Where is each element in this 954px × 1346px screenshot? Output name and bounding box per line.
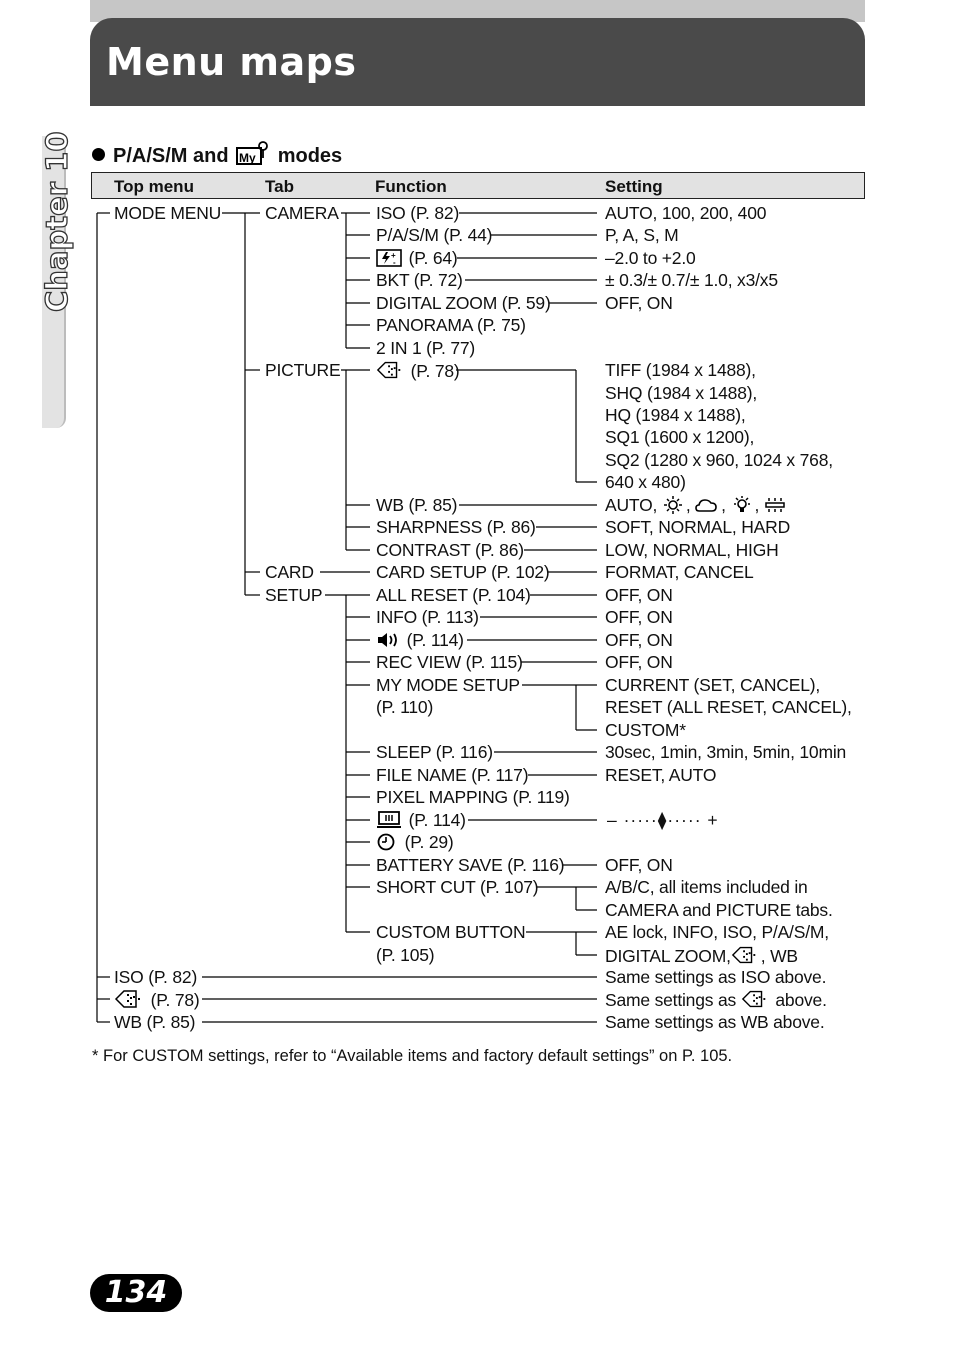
setting-quality-line: SHQ (1984 x 1488), xyxy=(605,383,758,403)
setting-flash-comp: –2.0 to +2.0 xyxy=(605,248,696,268)
function-custom-button: CUSTOM BUTTON xyxy=(376,922,526,942)
svg-text:-: - xyxy=(393,258,396,267)
image-quality-icon xyxy=(114,989,144,1009)
monitor-brightness-icon xyxy=(376,811,402,829)
function-info: INFO (P. 113) xyxy=(376,607,479,627)
setting-file-name: RESET, AUTO xyxy=(605,765,717,785)
function-my-mode-setup: MY MODE SETUP xyxy=(376,675,520,695)
setting-custom-button-line: AE lock, INFO, ISO, P/A/S/M, xyxy=(605,922,829,942)
function-iso: ISO (P. 82) xyxy=(376,203,460,223)
chapter-label: Chapter 10 xyxy=(40,131,74,312)
function-quality-row xyxy=(376,360,460,381)
setting-custom-button-a: DIGITAL ZOOM, xyxy=(605,946,731,966)
function-contrast: CONTRAST (P. 86) xyxy=(376,540,524,560)
section-prefix: P/A/S/M and xyxy=(113,145,229,167)
footnote: * For CUSTOM settings, refer to “Available items and factory default settings” on P. 105. xyxy=(92,1047,733,1065)
page-number: 134 xyxy=(90,1274,182,1312)
setting-wb-row: AUTO, , , , xyxy=(605,495,788,515)
setting-rec-view: OFF, ON xyxy=(605,652,673,672)
function-clock: (P. 29) xyxy=(404,832,454,852)
function-monitor-row xyxy=(376,810,466,830)
setting-my-mode-line: CUSTOM* xyxy=(605,720,686,740)
function-pixel-mapping: PIXEL MAPPING (P. 119) xyxy=(376,787,570,807)
tab-picture: PICTURE xyxy=(265,360,341,380)
function-my-mode-setup-page: (P. 110) xyxy=(376,697,434,717)
function-file-name: FILE NAME (P. 117) xyxy=(376,765,529,785)
setting-sharpness: SOFT, NORMAL, HARD xyxy=(605,517,791,537)
speaker-icon xyxy=(376,631,400,649)
setting-card-setup: FORMAT, CANCEL xyxy=(605,562,754,582)
sunny-icon xyxy=(662,496,684,514)
fluorescent-icon xyxy=(764,496,786,514)
page-title: Menu maps xyxy=(106,40,357,84)
image-quality-icon xyxy=(741,989,769,1009)
setting-pasm: P, A, S, M xyxy=(605,225,679,245)
iso-top-label: ISO (P. 82) xyxy=(114,967,198,987)
function-clock-row xyxy=(376,832,454,852)
function-monitor: (P. 114) xyxy=(408,810,466,830)
setting-contrast: LOW, NORMAL, HIGH xyxy=(605,540,779,560)
setting-wb-auto: AUTO, xyxy=(605,495,658,515)
setting-bkt: ± 0.3/± 0.7/± 1.0, x3/x5 xyxy=(605,270,778,290)
function-pasm: P/A/S/M (P. 44) xyxy=(376,225,493,245)
function-beep: (P. 114) xyxy=(406,630,464,650)
setting-quality-top-a: Same settings as xyxy=(605,990,737,1010)
setting-quality-line: SQ1 (1600 x 1200), xyxy=(605,427,755,447)
function-2in1: 2 IN 1 (P. 77) xyxy=(376,338,476,358)
wb-top-label: WB (P. 85) xyxy=(114,1012,196,1032)
function-sleep: SLEEP (P. 116) xyxy=(376,742,493,762)
tab-setup: SETUP xyxy=(265,585,323,605)
header-setting: Setting xyxy=(605,177,663,196)
header-top-menu: Top menu xyxy=(114,177,194,196)
function-panorama: PANORAMA (P. 75) xyxy=(376,315,526,335)
setting-iso-top: Same settings as ISO above. xyxy=(605,967,827,987)
setting-my-mode-line: CURRENT (SET, CANCEL), xyxy=(605,675,821,695)
function-bkt: BKT (P. 72) xyxy=(376,270,463,290)
setting-custom-button-row xyxy=(605,945,798,966)
function-card-setup: CARD SETUP (P. 102) xyxy=(376,562,550,582)
setting-quality-line: 640 x 480) xyxy=(605,472,686,492)
function-battery-save: BATTERY SAVE (P. 116) xyxy=(376,855,565,875)
function-beep-row xyxy=(376,630,464,650)
function-wb: WB (P. 85) xyxy=(376,495,458,515)
mode-menu-label: MODE MENU xyxy=(114,203,222,223)
setting-quality-line: TIFF (1984 x 1488), xyxy=(605,360,756,380)
setting-digital-zoom: OFF, ON xyxy=(605,293,673,313)
setting-monitor-scale: – ·····⧫····· + xyxy=(607,810,719,830)
setting-short-cut-line: CAMERA and PICTURE tabs. xyxy=(605,900,833,920)
function-custom-button-page: (P. 105) xyxy=(376,945,435,965)
setting-battery-save: OFF, ON xyxy=(605,855,673,875)
svg-text:My: My xyxy=(239,151,256,165)
image-quality-icon xyxy=(731,945,759,965)
setting-wb-top: Same settings as WB above. xyxy=(605,1012,825,1032)
setting-sleep: 30sec, 1min, 3min, 5min, 10min xyxy=(605,742,847,762)
function-short-cut: SHORT CUT (P. 107) xyxy=(376,877,539,897)
function-all-reset: ALL RESET (P. 104) xyxy=(376,585,531,605)
function-flash-comp: (P. 64) xyxy=(408,248,458,268)
setting-all-reset: OFF, ON xyxy=(605,585,673,605)
setting-info: OFF, ON xyxy=(605,607,673,627)
setting-quality-line: HQ (1984 x 1488), xyxy=(605,405,746,425)
image-quality-icon xyxy=(376,360,404,380)
function-rec-view: REC VIEW (P. 115) xyxy=(376,652,523,672)
tungsten-icon xyxy=(731,496,753,514)
quality-top-label-row xyxy=(114,989,200,1010)
cloudy-icon xyxy=(695,496,719,514)
flash-compensation-icon xyxy=(376,249,402,267)
function-flash-comp-row xyxy=(376,248,458,268)
setting-my-mode-line: RESET (ALL RESET, CANCEL), xyxy=(605,697,852,717)
setting-short-cut-line: A/B/C, all items included in xyxy=(605,877,808,897)
function-digital-zoom: DIGITAL ZOOM (P. 59) xyxy=(376,293,551,313)
setting-quality-line: SQ2 (1280 x 960, 1024 x 768, xyxy=(605,450,833,470)
header-function: Function xyxy=(375,177,447,196)
tab-camera: CAMERA xyxy=(265,203,339,223)
setting-beep: OFF, ON xyxy=(605,630,673,650)
header-tab: Tab xyxy=(265,177,294,196)
setting-iso: AUTO, 100, 200, 400 xyxy=(605,203,767,223)
setting-quality-top-b: above. xyxy=(775,990,827,1010)
setting-custom-button-b: , WB xyxy=(760,946,798,966)
section-suffix: modes xyxy=(277,145,343,167)
function-quality: (P. 78) xyxy=(410,361,460,381)
function-sharpness: SHARPNESS (P. 86) xyxy=(376,517,536,537)
clock-icon xyxy=(376,833,398,851)
setting-quality-top-row xyxy=(605,989,827,1010)
tab-card: CARD xyxy=(265,562,314,582)
svg-text:+: + xyxy=(391,251,396,260)
quality-top-label: (P. 78) xyxy=(150,990,200,1010)
